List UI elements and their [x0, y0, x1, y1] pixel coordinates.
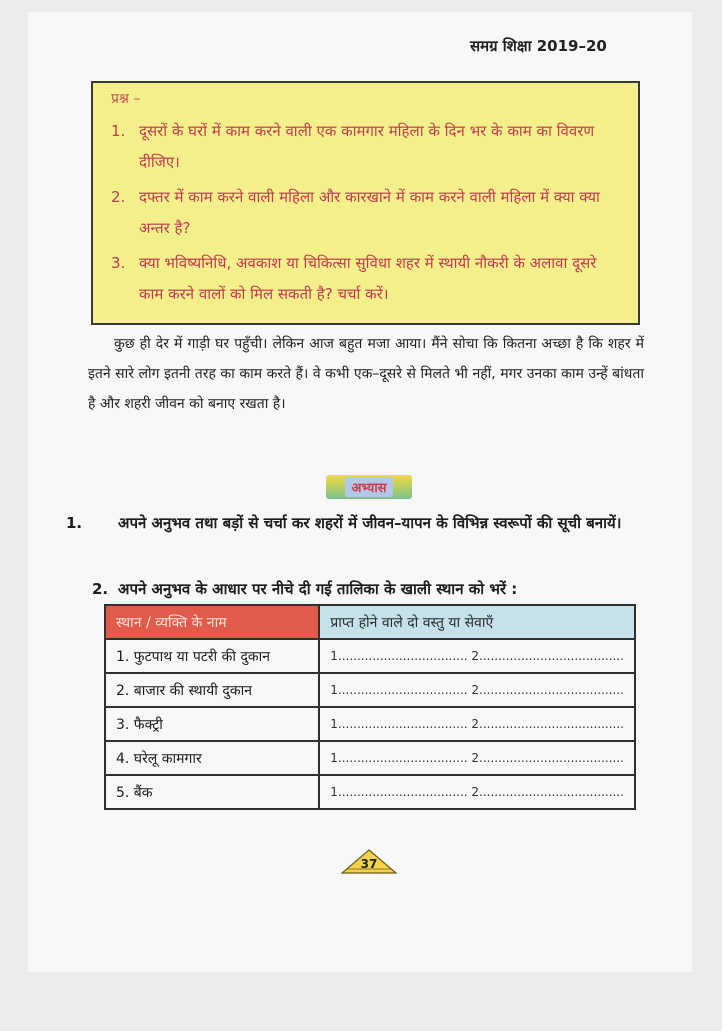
table-cell-blank[interactable]: 1.................................. 2...................................... [319, 775, 635, 809]
table-row [105, 639, 635, 673]
question-item: 1. दूसरों के घरों में काम करने वाली एक कामगार महिला के दिन भर के काम का विवरण दीजिए। [111, 122, 595, 171]
questions-box [91, 81, 640, 325]
page-number-badge [341, 849, 397, 875]
exercise-item: 2. अपने अनुभव के आधार पर नीचे दी गई तालिका के खाली स्थान को भरें : [92, 580, 518, 598]
question-item: 3. क्या भविष्यनिधि, अवकाश या चिकित्सा सुविधा शहर में स्थायी नौकरी के अलावा दूसरे काम करने वालों को मिल सकती है? चर्चा करें। [111, 254, 597, 303]
table-row [105, 775, 635, 809]
table-cell-name: 2. बाजार की स्थायी दुकान [105, 673, 319, 707]
section-badge [326, 475, 412, 499]
table-cell-name: 1. फुटपाथ या पटरी की दुकान [105, 639, 319, 673]
table-cell-blank[interactable]: 1.................................. 2...................................... [319, 741, 635, 775]
exercise-item: 1. अपने अनुभव तथा बड़ों से चर्चा कर शहरों में जीवन–यापन के विभिन्न स्वरूपों की सूची बनायें। [66, 514, 622, 532]
table-row [105, 741, 635, 775]
section-badge-label: अभ्यास [345, 477, 392, 497]
table-header-services: प्राप्त होने वाले दो वस्तु या सेवाएँ [319, 605, 635, 639]
table-cell-name: 3. फैक्ट्री [105, 707, 319, 741]
table-row [105, 707, 635, 741]
question-item: 2. दफ्तर में काम करने वाली महिला और कारखाने में काम करने वाली महिला में क्या क्या अन्तर है? [111, 188, 600, 237]
page-header: समग्र शिक्षा 2019–20 [470, 37, 607, 55]
table-header-row [105, 605, 635, 639]
table-row [105, 673, 635, 707]
table-cell-name: 4. घरेलू कामगार [105, 741, 319, 775]
table-cell-blank[interactable]: 1.................................. 2...................................... [319, 673, 635, 707]
questions-label: प्रश्न – [111, 91, 141, 107]
body-paragraph: कुछ ही देर में गाड़ी घर पहुँची। लेकिन आज बहुत मजा आया। मैंने सोचा कि कितना अच्छा है कि शहर में इतने सारे लोग इतनी तरह का काम करते हैं। वे कभी एक–दूसरे से मिलते भी नहीं, मगर उनका काम उन्हें बांधता है और शहरी जीवन को बनाए रखता है। [88, 336, 644, 412]
table-cell-blank[interactable]: 1.................................. 2...................................... [319, 707, 635, 741]
table-cell-blank[interactable]: 1.................................. 2...................................... [319, 639, 635, 673]
fill-in-table [104, 604, 636, 810]
page-number: 37 [360, 857, 378, 871]
table-cell-name: 5. बैंक [105, 775, 319, 809]
table-header-place: स्थान / व्यक्ति के नाम [105, 605, 319, 639]
